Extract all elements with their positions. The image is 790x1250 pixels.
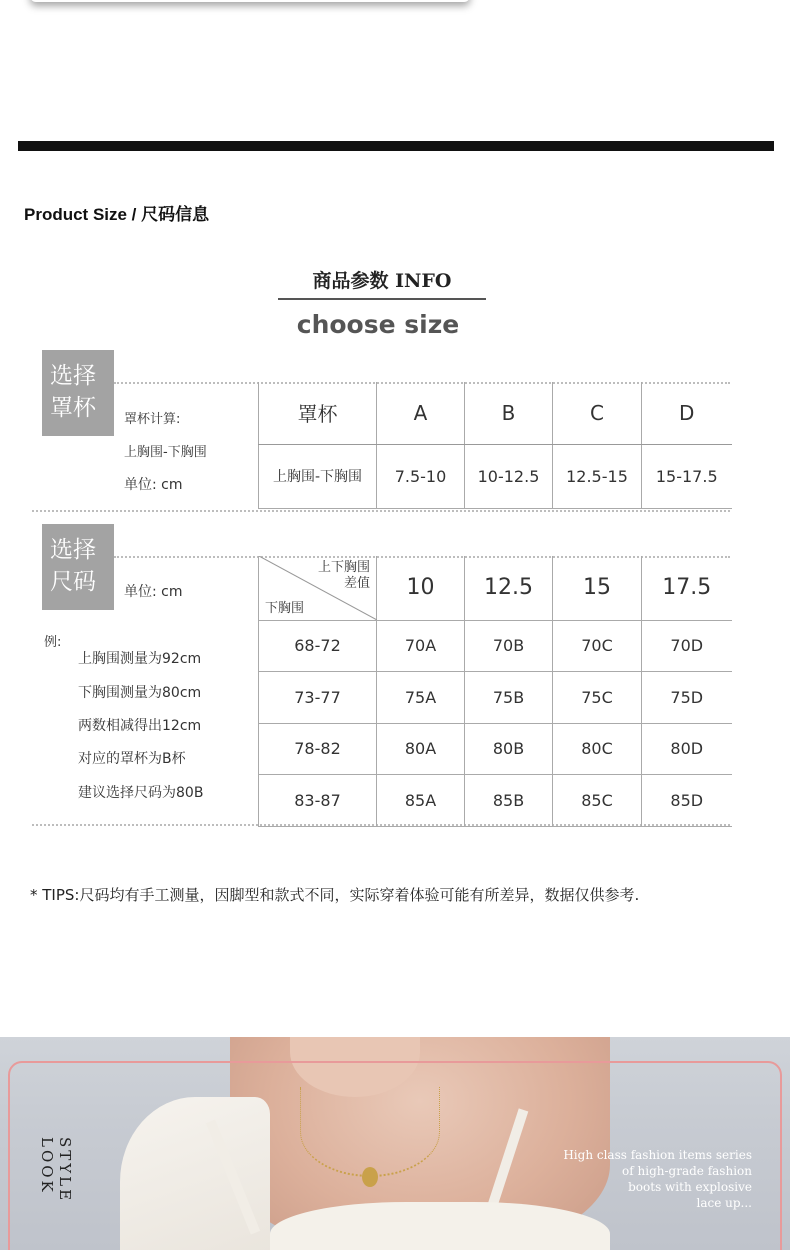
size-table [258, 556, 732, 827]
size-header-row [259, 556, 732, 620]
size-row-1-d: 70D [642, 620, 732, 672]
size-header-17-5: 17.5 [642, 556, 732, 620]
size-row-2-c: 75C [553, 672, 642, 724]
top-card-shadow [30, 0, 470, 2]
diag-top-line-1: 上下胸围 [317, 560, 370, 575]
table-row [259, 775, 732, 827]
cup-header-row [259, 382, 732, 444]
size-row-4-b: 85B [465, 775, 553, 827]
size-header-10: 10 [377, 556, 465, 620]
size-row-3-c: 80C [553, 723, 642, 775]
cup-value-label: 上胸围-下胸围 [259, 444, 377, 508]
tips-note: * TIPS:尺码均有手工测量，因脚型和款式不同，实际穿着体验可能有所差异，数据仅供参考. [30, 886, 640, 904]
example-line-1: 上胸围测量为92cm [78, 651, 202, 667]
size-row-4-c: 85C [553, 775, 642, 827]
cup-value-c: 12.5-15 [553, 444, 642, 508]
diag-top-label [318, 560, 370, 592]
example-line-5: 建议选择尺码为80B [78, 785, 204, 801]
size-row-4-a: 85A [377, 775, 465, 827]
size-row-1-band: 68-72 [259, 620, 377, 672]
cup-bottom-dots [32, 510, 730, 512]
size-row-2-d: 75D [642, 672, 732, 724]
size-row-3-band: 78-82 [259, 723, 377, 775]
size-box-line-2: 尺码 [50, 569, 96, 595]
promo-line-1: High class fashion items series [563, 1148, 752, 1162]
table-row [259, 620, 732, 672]
size-select-box [42, 524, 114, 610]
cup-note-unit: 单位: cm [124, 477, 183, 493]
promo-line-2: of high-grade fashion [622, 1164, 752, 1178]
section-divider [18, 141, 774, 151]
size-header-12-5: 12.5 [465, 556, 553, 620]
cup-box-line-2: 罩杯 [50, 395, 96, 421]
cup-header-label: 罩杯 [259, 382, 377, 444]
info-underline [278, 298, 486, 300]
choose-size-heading: choose size [296, 310, 460, 339]
example-label: 例: [44, 635, 62, 650]
cup-table [258, 382, 732, 509]
cup-value-b: 10-12.5 [465, 444, 553, 508]
size-box-line-1: 选择 [50, 537, 96, 563]
size-row-2-a: 75A [377, 672, 465, 724]
size-row-2-band: 73-77 [259, 672, 377, 724]
cup-select-box [42, 350, 114, 436]
diag-top-line-2: 差值 [343, 576, 370, 591]
size-row-3-b: 80B [465, 723, 553, 775]
table-row [259, 672, 732, 724]
promo-line-4: lace up... [696, 1196, 752, 1210]
size-row-4-band: 83-87 [259, 775, 377, 827]
diag-bottom-label: 下胸围 [265, 600, 305, 616]
example-line-3: 两数相减得出12cm [78, 718, 202, 734]
info-title: 商品参数 INFO [312, 270, 452, 292]
size-unit: 单位: cm [124, 584, 183, 600]
promo-text [563, 1147, 752, 1211]
example-line-2: 下胸围测量为80cm [78, 685, 202, 701]
table-row [259, 723, 732, 775]
model-photo [0, 1037, 790, 1250]
cup-value-a: 7.5-10 [377, 444, 465, 508]
size-row-4-d: 85D [642, 775, 732, 827]
example-line-4: 对应的罩杯为B杯 [78, 751, 186, 767]
cup-header-b: B [465, 382, 553, 444]
section-title: Product Size / 尺码信息 [24, 205, 210, 224]
cup-value-d: 15-17.5 [642, 444, 732, 508]
cup-note-formula: 上胸围-下胸围 [124, 445, 207, 460]
size-row-1-c: 70C [553, 620, 642, 672]
size-diag-cell [259, 556, 377, 620]
size-row-1-b: 70B [465, 620, 553, 672]
style-look-label: STYLE LOOK [38, 1137, 74, 1204]
size-row-1-a: 70A [377, 620, 465, 672]
cup-note-calc: 罩杯计算: [124, 412, 181, 427]
size-row-2-b: 75B [465, 672, 553, 724]
promo-line-3: boots with explosive [628, 1180, 752, 1194]
cup-header-d: D [642, 382, 732, 444]
size-header-15: 15 [553, 556, 642, 620]
cup-header-a: A [377, 382, 465, 444]
cup-value-row [259, 444, 732, 508]
cup-box-line-1: 选择 [50, 363, 96, 389]
size-row-3-a: 80A [377, 723, 465, 775]
size-row-3-d: 80D [642, 723, 732, 775]
cup-header-c: C [553, 382, 642, 444]
